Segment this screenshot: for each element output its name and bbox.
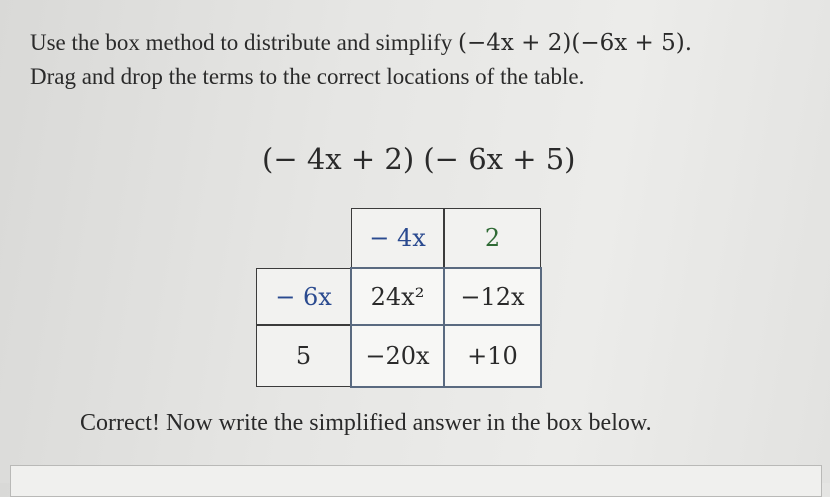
row-header-1: − 6x [256, 268, 351, 325]
factor-2: (− 6x + 5) [423, 142, 576, 176]
product-term: −20x [365, 342, 430, 370]
drop-cell-1-2[interactable] [443, 267, 542, 326]
status-message: Correct! Now write the simplified answer in the box below. [80, 410, 652, 436]
col-header-2: 2 [444, 208, 541, 268]
row-header-2: 5 [256, 325, 351, 387]
drop-cell-1-1[interactable] [350, 267, 445, 326]
factored-expression [262, 142, 576, 176]
answer-input-box[interactable] [10, 465, 822, 497]
product-term: 24x² [370, 282, 425, 311]
instruction-text: Use the box method to distribute and simplify [30, 30, 459, 55]
problem-instruction-line1 [30, 30, 692, 56]
product-term: −12x [460, 282, 525, 311]
instruction-expression: (−4x + 2)(−6x + 5). [458, 30, 693, 56]
drop-cell-2-1[interactable] [350, 324, 445, 388]
drop-cell-2-2[interactable] [443, 324, 542, 388]
col-header-1: − 4x [351, 208, 444, 268]
factor-1: (− 4x + 2) [262, 142, 415, 176]
product-term: +10 [467, 342, 518, 370]
problem-instruction-line2: Drag and drop the terms to the correct locations of the table. [30, 64, 585, 89]
